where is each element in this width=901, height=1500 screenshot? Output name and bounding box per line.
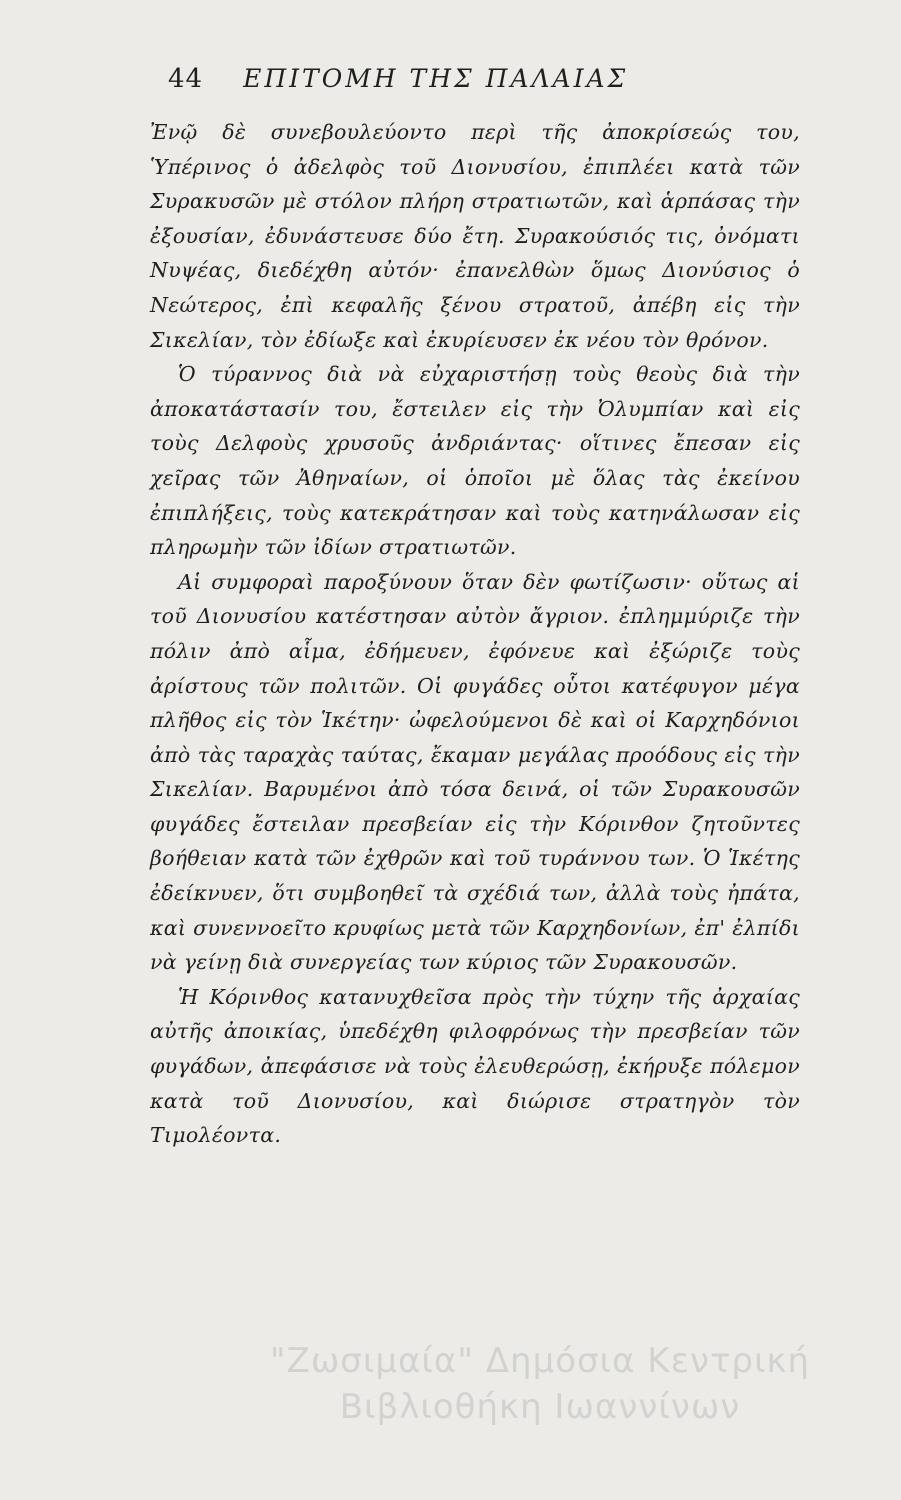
body-text xyxy=(150,115,800,1153)
library-watermark xyxy=(200,1338,880,1430)
running-title: ΕΠΙΤΟΜΗ ΤΗΣ ΠΑΛΑΙΑΣ xyxy=(243,64,629,93)
paragraph-4: Ἡ Κόρινθος κατανυχθεῖσα πρὸς τὴν τύχην τῆς ἀρχαίας αὐτῆς ἀποικίας, ὑπεδέχθη φιλοφρόνως τὴν πρεσβείαν τῶν φυγάδων, ἀπεφάσισε νὰ τοὺς ἐλευθερώσῃ, ἐκήρυξε πόλεμον κατὰ τοῦ Διονυσίου, καὶ διώρισε στρατηγὸν τὸν Τιμολέοντα. xyxy=(150,984,800,1148)
watermark-line-2: Βιβλιοθήκη Ιωαννίνων xyxy=(339,1387,741,1427)
paragraph-2: Ὁ τύραννος διὰ νὰ εὐχαριστήσῃ τοὺς θεοὺς διὰ τὴν ἀποκατάστασίν του, ἔστειλεν εἰς τὴν Ὀλυμπίαν καὶ εἰς τοὺς Δελφοὺς χρυσοῦς ἀνδριάντας· οἵτινες ἔπεσαν εἰς χεῖρας τῶν Ἀθηναίων, οἱ ὁποῖοι μὲ ὅλας τὰς ἐκείνου ἐπιπλήξεις, τοὺς κατεκράτησαν καὶ τοὺς κατηνάλωσαν εἰς πληρωμὴν τῶν ἰδίων στρατιωτῶν. xyxy=(150,362,800,560)
paragraph-3: Αἱ συμφοραὶ παροξύνουν ὅταν δὲν φωτίζωσιν· οὕτως αἱ τοῦ Διονυσίου κατέστησαν αὐτὸν ἄγριον. ἐπλημμύριζε τὴν πόλιν ἀπὸ αἷμα, ἐδήμευεν, ἐφόνευε καὶ ἐξώριζε τοὺς ἀρίστους τῶν πολιτῶν. Οἱ φυγάδες οὗτοι κατέφυγον μέγα πλῆθος εἰς τὸν Ἱκέτην· ὠφελούμενοι δὲ καὶ οἱ Καρχηδόνιοι ἀπὸ τὰς ταραχὰς ταύτας, ἔκαμαν μεγάλας προόδους εἰς τὴν Σικελίαν. Βαρυμένοι ἀπὸ τόσα δεινά, οἱ τῶν Συρακουσῶν φυγάδες ἔστειλαν πρεσβείαν εἰς τὴν Κόρινθον ζητοῦντες βοήθειαν κατὰ τῶν ἐχθρῶν καὶ τοῦ τυράννου των. Ὁ Ἱκέτης ἐδείκνυεν, ὅτι συμβοηθεῖ τὰ σχέδιά των, ἀλλὰ τοὺς ἠπάτα, καὶ συνεννοεῖτο κρυφίως μετὰ τῶν Καρχηδονίων, ἐπ' ἐλπίδι νὰ γείνῃ διὰ συνεργείας των κύριος τῶν Συρακουσῶν. xyxy=(150,569,800,975)
page-header xyxy=(168,64,808,104)
page-number: 44 xyxy=(168,64,204,94)
watermark-line-1: "Ζωσιμαία" Δημόσια Κεντρική xyxy=(269,1341,811,1381)
paragraph-1: Ἐνῷ δὲ συνεβουλεύοντο περὶ τῆς ἀποκρίσεώς του, Ὑπέρινος ὁ ἀδελφὸς τοῦ Διονυσίου, ἐπιπλέει κατὰ τῶν Συρακυσῶν μὲ στόλον πλήρη στρατιωτῶν, καὶ ἁρπάσας τὴν ἐξουσίαν, ἐδυνάστευσε δύο ἔτη. Συρακούσιός τις, ὀνόματι Νυψέας, διεδέχθη αὐτόν· ἐπανελθὼν ὅμως Διονύσιος ὁ Νεώτερος, ἐπὶ κεφαλῆς ξένου στρατοῦ, ἀπέβη εἰς τὴν Σικελίαν, τὸν ἐδίωξε καὶ ἐκυρίευσεν ἐκ νέου τὸν θρόνον. xyxy=(150,120,800,352)
